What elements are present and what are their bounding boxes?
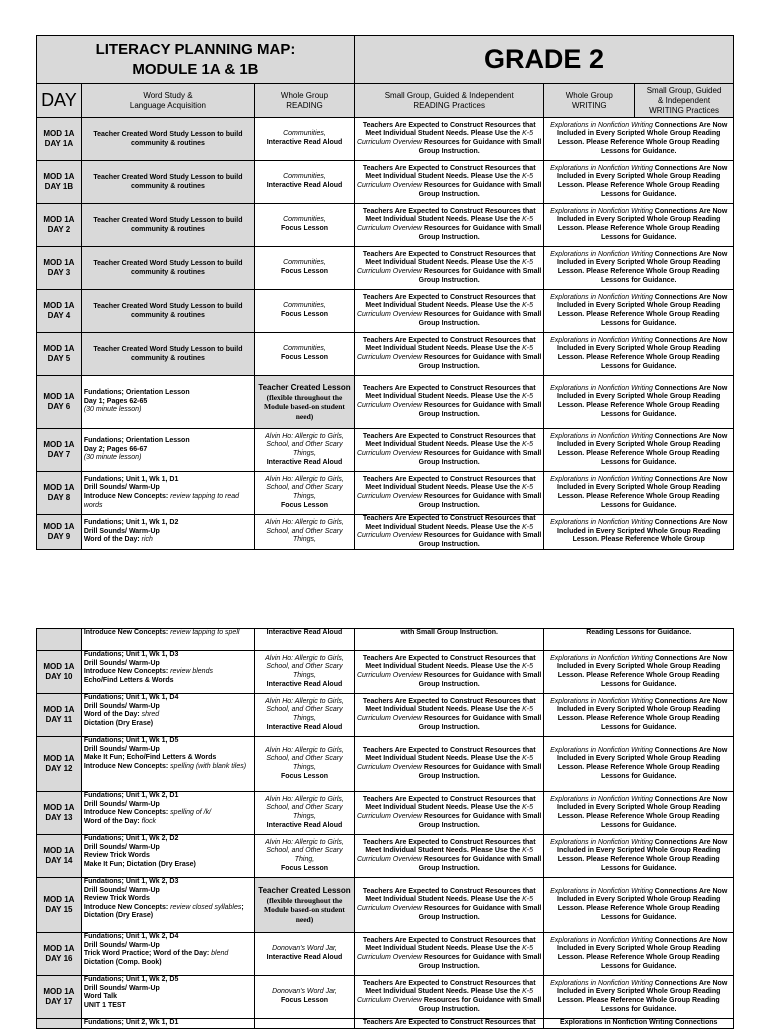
sg-writing-cell: Explorations in Nonfiction Writing Connections Are Now Included in Every Scripted Whole Group Reading Lesson. Please Reference Whole Group Reading Lessons for Guidance.	[544, 429, 734, 472]
word-study-cell: Introduce New Concepts: review tapping to spell	[81, 629, 254, 651]
table-row	[37, 333, 734, 376]
reading-cell	[255, 976, 355, 1019]
reading-cell	[255, 161, 355, 204]
table-row	[37, 737, 734, 792]
day-number: DAY 15	[45, 905, 73, 914]
reading-title: Communities,	[283, 302, 326, 310]
reading-title: Donovan's Word Jar,	[272, 988, 337, 996]
day-module: MOD 1A	[43, 895, 75, 904]
day-module: MOD 1A	[43, 846, 75, 855]
day-number: DAY 7	[47, 450, 71, 459]
header-sg-reading: Small Group, Guided & Independent READING Practices	[354, 84, 544, 118]
sg-reading-cell: Teachers Are Expected to Construct Resources that Meet Individual Student Needs. Please Use the K-5 Curriculum Overview Resources for Guidance with Small Group Instruction.	[354, 118, 544, 161]
reading-title: Alvin Ho: Allergic to Girls, School, and Other Scary Things,	[265, 795, 344, 820]
reading-title: Alvin Ho: Allergic to Girls, School, and Other Scary Thing,	[265, 838, 344, 863]
sg-reading-cell: Teachers Are Expected to Construct Resources that Meet Individual Student Needs. Please Use the K-5 Curriculum Overview Resources for Guidance with Small Group Instruction.	[354, 247, 544, 290]
table-row	[37, 118, 734, 161]
table-row	[37, 792, 734, 835]
day-module: MOD 1A	[43, 301, 75, 310]
reading-type: Interactive Read Aloud	[266, 182, 343, 189]
day-module: MOD 1A	[43, 258, 75, 267]
day-module: MOD 1A	[43, 705, 75, 714]
table-row	[37, 204, 734, 247]
table-row	[37, 247, 734, 290]
reading-cell	[255, 118, 355, 161]
reading-title: Donovan's Word Jar,	[272, 945, 337, 953]
reading-type: Interactive Read Aloud	[266, 458, 343, 466]
reading-title: Alvin Ho: Allergic to Girls, School, and Other Scary Things,	[265, 432, 344, 457]
sg-reading-cell: Teachers Are Expected to Construct Resources that Meet Individual Student Needs. Please Use the K-5 Curriculum Overview Resources for Guidance with Small Group Instruction.	[354, 651, 544, 694]
sg-writing-cell: Explorations in Nonfiction Writing Connections Are Now Included in Every Scripted Whole Group Reading Lesson. Please Reference Whole Group Reading Lessons for Guidance.	[544, 204, 734, 247]
sg-reading-cell: Teachers Are Expected to Construct Resources that Meet Individual Student Needs. Please Use the K-5 Curriculum Overview Resources for Guidance with Small Group Instruction.	[354, 333, 544, 376]
reading-cell: Interactive Read Aloud	[255, 629, 355, 651]
word-study-cell: Teacher Created Word Study Lesson to build community & routines	[81, 290, 254, 333]
table-row	[37, 878, 734, 933]
word-study-cell: Teacher Created Word Study Lesson to build community & routines	[81, 204, 254, 247]
reading-type: Focus Lesson	[280, 311, 329, 318]
title-line-2: MODULE 1A & 1B	[132, 60, 259, 78]
reading-cell	[255, 429, 355, 472]
day-number: DAY 8	[47, 493, 71, 502]
sg-reading-cell: Teachers Are Expected to Construct Resources that Meet Individual Student Needs. Please Use the K-5 Curriculum Overview Resources for Guidance with Small Group Instruction.	[354, 694, 544, 737]
reading-cell	[255, 376, 355, 429]
word-study-cell: Fundations; Unit 1, Wk 1, D4 Drill Sounds/ Warm-Up Word of the Day: shred Dictation (Dry Erase)	[81, 694, 254, 737]
word-study-cell: Fundations; Unit 1, Wk 2, D3 Drill Sounds/ Warm-Up Review Trick Words Introduce New Concepts: review closed syllables; Dictation (Dry Erase)	[81, 878, 254, 933]
day-number: DAY 3	[47, 268, 71, 277]
sg-writing-cell: Explorations in Nonfiction Writing Connections Are Now Included in Every Scripted Whole Group Reading Lesson. Please Reference Whole Group Reading Lessons for Guidance.	[544, 792, 734, 835]
sg-reading-cell: Teachers Are Expected to Construct Resources that Meet Individual Student Needs. Please Use the K-5 Curriculum Overview Resources for Guidance with Small Group Instruction.	[354, 290, 544, 333]
word-study-cell: Fundations; Unit 1, Wk 1, D1 Drill Sounds/ Warm-Up Introduce New Concepts: review tapping to read words	[81, 472, 254, 515]
word-study-cell: Teacher Created Word Study Lesson to build community & routines	[81, 118, 254, 161]
word-study-cell: Teacher Created Word Study Lesson to build community & routines	[81, 247, 254, 290]
reading-cell	[255, 694, 355, 737]
sg-reading-cell: Teachers Are Expected to Construct Resources that Meet Individual Student Needs. Please Use the K-5 Curriculum Overview Resources for Guidance with Small Group Instruction.	[354, 472, 544, 515]
day-cell	[37, 429, 82, 472]
day-number: DAY 13	[45, 813, 73, 822]
sg-writing-cell: Explorations in Nonfiction Writing Connections Are Now Included in Every Scripted Whole Group Reading Lesson. Please Reference Whole Group Reading Lessons for Guidance.	[544, 835, 734, 878]
day-module: MOD 1A	[43, 215, 75, 224]
day-module: MOD 1A	[43, 522, 75, 532]
word-study-cell: Fundations; Unit 1, Wk 2, D5 Drill Sounds/ Warm-Up Word Talk UNIT 1 TEST	[81, 976, 254, 1019]
sg-writing-cell: Explorations in Nonfiction Writing Connections Are Now Included in Every Scripted Whole Group Reading Lesson. Please Reference Whole Group Reading Lessons for Guidance.	[544, 247, 734, 290]
word-study-cell: Teacher Created Word Study Lesson to build community & routines	[81, 161, 254, 204]
reading-type: Focus Lesson	[280, 268, 329, 275]
sg-reading-cell: Teachers Are Expected to Construct Resources that Meet Individual Student Needs. Please Use the K-5 Curriculum Overview Resources for Guidance with Small Group Instruction.	[354, 376, 544, 429]
grade-title: GRADE 2	[354, 36, 733, 84]
reading-title: Alvin Ho: Allergic to Girls, School, and Other Scary Things,	[265, 746, 344, 771]
word-study-cell: Teacher Created Word Study Lesson to build community & routines	[81, 333, 254, 376]
sg-reading-cell: Teachers Are Expected to Construct Resources that Meet Individual Student Needs. Please Use the K-5 Curriculum Overview Resources for Guidance with Small Group Instruction.	[354, 515, 544, 550]
word-study-cell: Fundations; Unit 1, Wk 1, D5 Drill Sounds/ Warm-Up Make It Fun; Echo/Find Letters & Words Introduce New Concepts: spelling (with blank tiles)	[81, 737, 254, 792]
reading-title: Alvin Ho: Allergic to Girls, School, and Other Scary Things,	[265, 475, 344, 500]
sg-writing-cell: Explorations in Nonfiction Writing Connections Are Now Included in Every Scripted Whole Group Reading Lesson. Please Reference Whole Group Reading Lessons for Guidance.	[544, 161, 734, 204]
table-row	[37, 933, 734, 976]
day-module: MOD 1A	[43, 440, 75, 449]
table-row	[37, 515, 734, 550]
table-row	[37, 376, 734, 429]
page-title	[37, 36, 355, 84]
table-row	[37, 651, 734, 694]
sg-writing-cell: Explorations in Nonfiction Writing Connections Are Now Included in Every Scripted Whole Group Reading Lesson. Please Reference Whole Group Reading Lessons for Guidance.	[544, 118, 734, 161]
reading-title: Communities,	[283, 259, 326, 267]
reading-type: Interactive Read Aloud	[266, 680, 343, 688]
day-cell	[37, 376, 82, 429]
sg-reading-cell: with Small Group Instruction.	[354, 629, 544, 651]
day-module: MOD 1A	[43, 987, 75, 996]
reading-cell	[255, 792, 355, 835]
day-number: DAY 1A	[44, 139, 74, 148]
sg-reading-cell: Teachers Are Expected to Construct Resources that	[354, 1019, 544, 1029]
reading-cell	[255, 651, 355, 694]
header-wg-reading: Whole Group READING	[255, 84, 355, 118]
sg-writing-cell: Explorations in Nonfiction Writing Connections Are Now Included in Every Scripted Whole Group Reading Lesson. Please Reference Whole Group Reading Lessons for Guidance.	[544, 878, 734, 933]
reading-title: Alvin Ho: Allergic to Girls, School, and Other Scary Things,	[265, 654, 344, 679]
reading-type: Focus Lesson	[280, 354, 329, 361]
sg-writing-cell: Explorations in Nonfiction Writing Connections Are Now Included in Every Scripted Whole Group Reading Lesson. Please Reference Whole Group	[544, 515, 734, 550]
day-cell	[37, 247, 82, 290]
day-number: DAY 9	[47, 532, 71, 542]
day-number: DAY 11	[45, 715, 73, 724]
sg-writing-cell: Explorations in Nonfiction Writing Connections Are Now Included in Every Scripted Whole Group Reading Lesson. Please Reference Whole Group Reading Lessons for Guidance.	[544, 933, 734, 976]
header-row	[37, 84, 734, 118]
header-day: DAY	[37, 84, 82, 118]
sg-writing-cell: Reading Lessons for Guidance.	[544, 629, 734, 651]
sg-writing-cell: Explorations in Nonfiction Writing Connections Are Now Included in Every Scripted Whole Group Reading Lesson. Please Reference Whole Group Reading Lessons for Guidance.	[544, 376, 734, 429]
sg-writing-cell: Explorations in Nonfiction Writing Connections Are Now Included in Every Scripted Whole Group Reading Lesson. Please Reference Whole Group Reading Lessons for Guidance.	[544, 290, 734, 333]
day-cell	[37, 933, 82, 976]
planning-table-bottom	[36, 628, 734, 1029]
day-number: DAY 4	[47, 311, 71, 320]
reading-type: Focus Lesson	[280, 864, 329, 872]
reading-title: Alvin Ho: Allergic to Girls, School, and Other Scary Things,	[265, 519, 344, 544]
sg-reading-cell: Teachers Are Expected to Construct Resources that Meet Individual Student Needs. Please Use the K-5 Curriculum Overview Resources for Guidance with Small Group Instruction.	[354, 429, 544, 472]
table-row	[37, 161, 734, 204]
reading-type: Focus Lesson	[280, 997, 329, 1004]
word-study-cell: Fundations; Unit 1, Wk 2, D2 Drill Sounds/ Warm-Up Review Trick Words Make It Fun; Dictation (Dry Erase)	[81, 835, 254, 878]
day-cell	[37, 118, 82, 161]
sg-reading-cell: Teachers Are Expected to Construct Resources that Meet Individual Student Needs. Please Use the K-5 Curriculum Overview Resources for Guidance with Small Group Instruction.	[354, 976, 544, 1019]
title-line-1: LITERACY PLANNING MAP:	[95, 40, 296, 58]
sg-reading-cell: Teachers Are Expected to Construct Resources that Meet Individual Student Needs. Please Use the K-5 Curriculum Overview Resources for Guidance with Small Group Instruction.	[354, 161, 544, 204]
day-module: MOD 1A	[43, 392, 75, 401]
reading-cell	[255, 472, 355, 515]
word-study-cell: Fundations; Unit 1, Wk 1, D2 Drill Sounds/ Warm-Up Word of the Day: rich	[81, 515, 254, 550]
sg-writing-cell: Explorations in Nonfiction Writing Connections Are Now Included in Every Scripted Whole Group Reading Lesson. Please Reference Whole Group Reading Lessons for Guidance.	[544, 333, 734, 376]
day-cell	[37, 333, 82, 376]
sg-writing-cell: Explorations in Nonfiction Writing Connections Are Now Included in Every Scripted Whole Group Reading Lesson. Please Reference Whole Group Reading Lessons for Guidance.	[544, 651, 734, 694]
table-row	[37, 976, 734, 1019]
sg-reading-cell: Teachers Are Expected to Construct Resources that Meet Individual Student Needs. Please Use the K-5 Curriculum Overview Resources for Guidance with Small Group Instruction.	[354, 204, 544, 247]
day-module: MOD 1A	[43, 754, 75, 763]
day-number: DAY 17	[45, 997, 73, 1006]
day-cell	[37, 737, 82, 792]
reading-cell	[255, 878, 355, 933]
reading-title: Alvin Ho: Allergic to Girls, School, and Other Scary Things,	[265, 697, 344, 722]
reading-title: Communities,	[283, 173, 326, 181]
table-row	[37, 694, 734, 737]
table-row	[37, 429, 734, 472]
word-study-cell: Fundations; Orientation Lesson Day 2; Pages 66-67 (30 minute lesson)	[81, 429, 254, 472]
day-cell	[37, 651, 82, 694]
sg-reading-cell: Teachers Are Expected to Construct Resources that Meet Individual Student Needs. Please Use the K-5 Curriculum Overview Resources for Guidance with Small Group Instruction.	[354, 737, 544, 792]
day-number: DAY 16	[45, 954, 73, 963]
reading-cell	[255, 835, 355, 878]
word-study-cell: Fundations; Unit 2, Wk 1, D1	[81, 1019, 254, 1029]
header-wg-writing: Whole Group WRITING	[544, 84, 635, 118]
day-cell	[37, 878, 82, 933]
reading-type: Focus Lesson	[280, 225, 329, 232]
sg-reading-cell: Teachers Are Expected to Construct Resources that Meet Individual Student Needs. Please Use the K-5 Curriculum Overview Resources for Guidance with Small Group Instruction.	[354, 835, 544, 878]
planning-table-top	[36, 35, 734, 550]
table-row	[37, 290, 734, 333]
sg-writing-cell: Explorations in Nonfiction Writing Connections	[544, 1019, 734, 1029]
reading-type: Interactive Read Aloud	[266, 954, 343, 961]
teacher-created-label: Teacher Created Lesson	[258, 886, 351, 895]
sg-writing-cell: Explorations in Nonfiction Writing Connections Are Now Included in Every Scripted Whole Group Reading Lesson. Please Reference Whole Group Reading Lessons for Guidance.	[544, 976, 734, 1019]
reading-title: Communities,	[283, 130, 326, 138]
table-row	[37, 835, 734, 878]
word-study-cell: Fundations; Orientation Lesson Day 1; Pages 62-65 (30 minute lesson)	[81, 376, 254, 429]
teacher-created-label: Teacher Created Lesson	[258, 383, 351, 392]
teacher-created-note: (flexible throughout the Module based-on student need)	[264, 392, 345, 421]
header-sg-writing: Small Group, Guided & Independent WRITING Practices	[635, 84, 734, 118]
day-number: DAY 10	[45, 672, 73, 681]
day-number: DAY 5	[47, 354, 71, 363]
word-study-cell: Fundations; Unit 1, Wk 2, D4 Drill Sounds/ Warm-Up Trick Word Practice; Word of the Day: blend Dictation (Comp. Book)	[81, 933, 254, 976]
day-cell	[37, 472, 82, 515]
day-number: DAY 1B	[44, 182, 74, 191]
table-row	[37, 629, 734, 651]
reading-cell	[255, 933, 355, 976]
day-number: DAY 6	[47, 402, 71, 411]
reading-title: Communities,	[283, 216, 326, 224]
day-cell	[37, 792, 82, 835]
reading-cell	[255, 515, 355, 550]
day-cell	[37, 515, 82, 550]
reading-title: Communities,	[283, 345, 326, 353]
day-cell	[37, 204, 82, 247]
day-cell	[37, 290, 82, 333]
sg-reading-cell: Teachers Are Expected to Construct Resources that Meet Individual Student Needs. Please Use the K-5 Curriculum Overview Resources for Guidance with Small Group Instruction.	[354, 878, 544, 933]
day-cell	[37, 694, 82, 737]
word-study-cell: Fundations; Unit 1, Wk 2, D1 Drill Sounds/ Warm-Up Introduce New Concepts: spelling of /k/ Word of the Day: flock	[81, 792, 254, 835]
day-module: MOD 1A	[43, 344, 75, 353]
reading-cell	[255, 737, 355, 792]
day-module: MOD 1A	[43, 129, 75, 138]
sg-writing-cell: Explorations in Nonfiction Writing Connections Are Now Included in Every Scripted Whole Group Reading Lesson. Please Reference Whole Group Reading Lessons for Guidance.	[544, 694, 734, 737]
sg-writing-cell: Explorations in Nonfiction Writing Connections Are Now Included in Every Scripted Whole Group Reading Lesson. Please Reference Whole Group Reading Lessons for Guidance.	[544, 737, 734, 792]
day-module: MOD 1A	[43, 172, 75, 181]
day-cell	[37, 976, 82, 1019]
sg-reading-cell: Teachers Are Expected to Construct Resources that Meet Individual Student Needs. Please Use the K-5 Curriculum Overview Resources for Guidance with Small Group Instruction.	[354, 933, 544, 976]
reading-cell	[255, 333, 355, 376]
sg-writing-cell: Explorations in Nonfiction Writing Connections Are Now Included in Every Scripted Whole Group Reading Lesson. Please Reference Whole Group Reading Lessons for Guidance.	[544, 472, 734, 515]
reading-cell	[255, 290, 355, 333]
reading-type: Focus Lesson	[280, 772, 329, 780]
day-module: MOD 1A	[43, 662, 75, 671]
day-cell	[37, 161, 82, 204]
day-number: DAY 2	[47, 225, 71, 234]
sg-reading-cell: Teachers Are Expected to Construct Resources that Meet Individual Student Needs. Please Use the K-5 Curriculum Overview Resources for Guidance with Small Group Instruction.	[354, 792, 544, 835]
teacher-created-note: (flexible throughout the Module based-on student need)	[264, 895, 345, 924]
header-word-study: Word Study & Language Acquisition	[81, 84, 254, 118]
day-number: DAY 14	[45, 856, 73, 865]
word-study-cell: Fundations; Unit 1, Wk 1, D3 Drill Sounds/ Warm-Up Introduce New Concepts: review blends Echo/Find Letters & Words	[81, 651, 254, 694]
reading-type: Interactive Read Aloud	[266, 723, 343, 731]
day-number: DAY 12	[45, 764, 73, 773]
reading-type: Interactive Read Aloud	[266, 821, 343, 829]
day-module: MOD 1A	[43, 944, 75, 953]
reading-cell	[255, 204, 355, 247]
day-module: MOD 1A	[43, 803, 75, 812]
reading-cell	[255, 247, 355, 290]
day-cell	[37, 835, 82, 878]
reading-type: Focus Lesson	[280, 501, 329, 509]
day-module: MOD 1A	[43, 483, 75, 492]
table-row	[37, 472, 734, 515]
reading-type: Interactive Read Aloud	[266, 139, 343, 146]
